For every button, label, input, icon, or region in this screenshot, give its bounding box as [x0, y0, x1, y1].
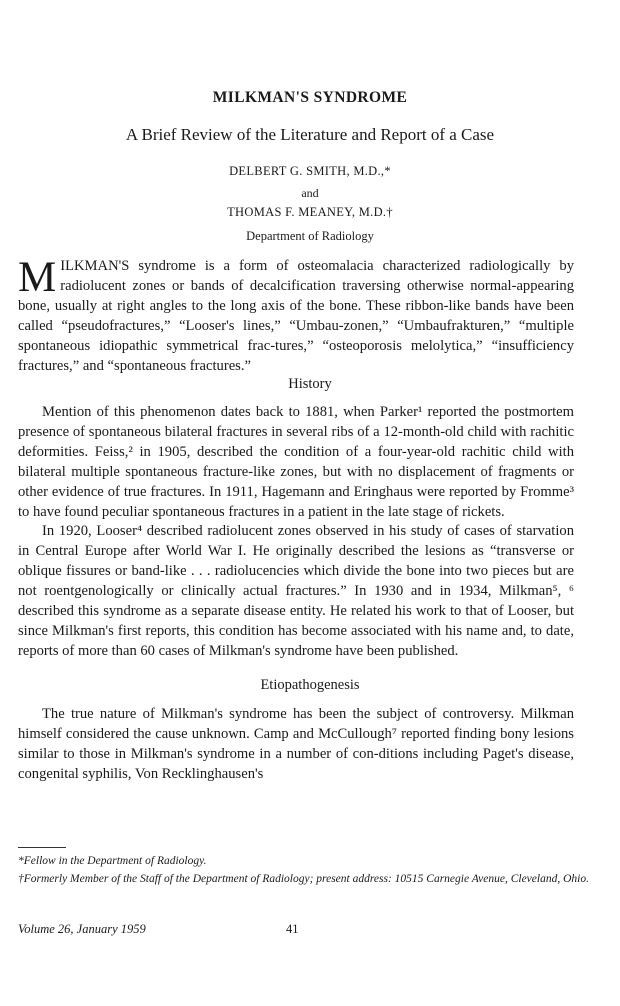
- author-1: DELBERT G. SMITH, M.D.,*: [229, 164, 391, 178]
- page-footer: [18, 922, 593, 940]
- section-heading-etiopathogenesis: Etiopathogenesis: [260, 677, 360, 693]
- history-section: [18, 403, 574, 662]
- footnote-1: *Fellow in the Department of Radiology.: [18, 855, 207, 867]
- drop-cap: M: [18, 254, 57, 301]
- volume-info: Volume 26, January 1959: [18, 922, 146, 936]
- history-paragraph-1: Mention of this phenomenon dates back to 1881, when Parker¹ reported the postmortem presence of spontaneous bilateral fractures in several ribs of a 12-month-old child with rachitic deformities. Feiss,² in 1905, described the condition of a four-year-old rachitic child with bilateral multiple spontaneous fracture-like zones, but with no displacement of fragments or other evidence of true fractures. In 1911, Hagemann and Eringhaus were reported by Fromme³ to have found peculiar spontaneous fractures in a patient in the late stage of rickets.: [18, 404, 574, 520]
- etiopathogenesis-paragraph-1: The true nature of Milkman's syndrome has been the subject of controversy. Milkman himself considered the cause unknown. Camp and McCullough⁷ reported finding bony lesions similar to those in Milkman's syndrome in a number of con-ditions including Paget's disease, congenital syphilis, Von Recklinghausen's: [18, 706, 574, 782]
- article-subtitle: A Brief Review of the Literature and Report of a Case: [125, 125, 495, 144]
- article-title: MILKMAN'S SYNDROME: [212, 89, 408, 106]
- department: Department of Radiology: [246, 229, 374, 243]
- history-paragraph-2: In 1920, Looser⁴ described radiolucent zones observed in his study of cases of starvation in Central Europe after World War I. He originally described the lesions as “transverse or oblique fissures or band-like . . . radiolucencies which divide the bone into two pieces but are not roentgenologically or clinically actual fractures.” In 1930 and in 1934, Milkman⁵, ⁶ described this syndrome as a separate disease entity. He related his work to that of Looser, but since Milkman's first reports, this condition has become associated with his name and, to date, reports of more than 60 cases of Milkman's syndrome have been published.: [18, 523, 574, 659]
- intro-paragraph: [18, 254, 574, 376]
- author-2: THOMAS F. MEANEY, M.D.†: [227, 205, 393, 219]
- author-conjunction: and: [301, 186, 319, 200]
- intro-text: ILKMAN'S syndrome is a form of osteomalacia characterized radiologically by radiolucent zones or bands of decalcification traversing otherwise normal-appearing bone, usually at right angles to the long axis of the bone. These ribbon-like bands have been called “pseudofractures,” “Looser's lines,” “Umbau-zonen,” “Umbaufrakturen,” “multiple spontaneous idiopathic symmetrical frac-tures,” “osteoporosis melolytica,” “insufficiency fractures,” and “spontaneous fractures.”: [18, 258, 574, 374]
- footnote-divider: [18, 847, 66, 848]
- page-number: 41: [286, 922, 299, 936]
- footnote-2: †Formerly Member of the Staff of the Department of Radiology; present address: 10515 Carnegie Avenue, Cleveland, Ohio.: [18, 873, 589, 885]
- section-heading-history: History: [288, 376, 332, 392]
- etiopathogenesis-section: [18, 705, 574, 785]
